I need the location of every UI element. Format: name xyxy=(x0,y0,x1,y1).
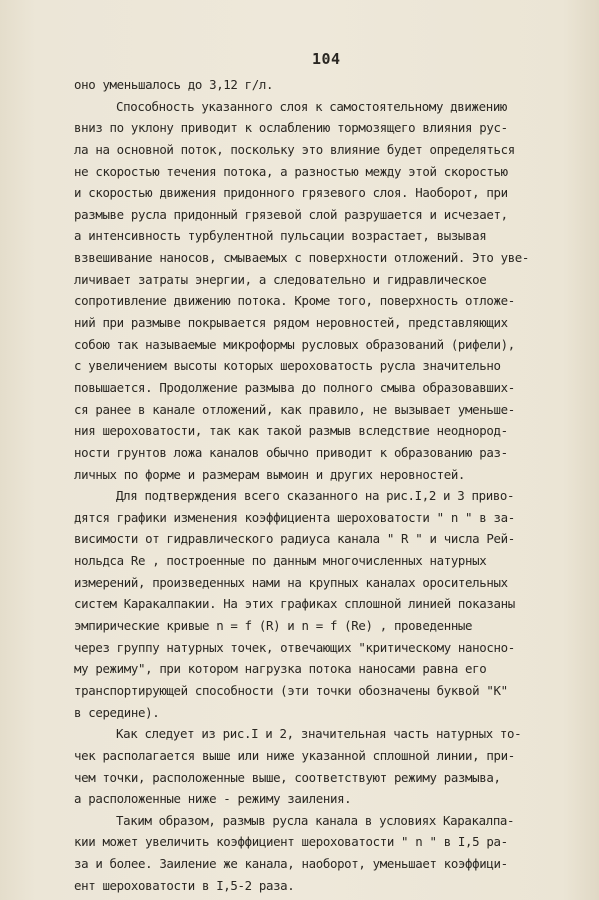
text-line: оно уменьшалось до 3,12 г/л. xyxy=(74,77,274,92)
text-line: Как следует из рис.I и 2, значительная часть натурных то- xyxy=(116,726,522,742)
text-line: не скоростью течения потока, а разностью между этой скоростью xyxy=(74,163,508,179)
text-line: транспортирующей способности (эти точки обозначены буквой "К" xyxy=(74,682,508,698)
text-line: Способность указанного слоя к самостоятельному движению xyxy=(116,98,508,114)
text-line: чем точки, расположенные выше, соответствуют режиму размыва, xyxy=(74,769,501,785)
text-line: висимости от гидравлического радиуса канала " R " и числа Рей- xyxy=(74,531,515,547)
text-line: измерений, произведенных нами на крупных каналах оросительных xyxy=(74,574,508,590)
text-line: собою так называемые микроформы русловых образований (рифели), xyxy=(74,336,515,352)
text-line: дятся графики изменения коэффициента шероховатости " n " в за- xyxy=(74,509,515,525)
text-line: ния шероховатости, так как такой размыв вследствие неоднород- xyxy=(74,423,508,439)
text-line: сопротивление движению потока. Кроме того, поверхность отложе- xyxy=(74,293,515,309)
text-line: а расположенные ниже - режиму заиления. xyxy=(74,791,352,807)
text-line: Таким образом, размыв русла канала в условиях Каракалпа- xyxy=(116,812,515,828)
text-line: систем Каракалпакии. На этих графиках сплошной линией показаны xyxy=(74,596,515,612)
text-line: через группу натурных точек, отвечающих "критическому наносно- xyxy=(74,639,515,655)
text-line: в середине). xyxy=(74,704,160,720)
text-line: кии может увеличить коэффициент шероховатости " n " в I,5 ра- xyxy=(74,834,508,850)
text-line: Для подтверждения всего сказанного на рис.I,2 и 3 приво- xyxy=(116,488,515,504)
text-line: ности грунтов ложа каналов обычно приводит к образованию раз- xyxy=(74,444,508,460)
text-line: размыве русла придонный грязевой слой разрушается и исчезает, xyxy=(74,206,508,222)
text-line: личивает затраты энергии, а следовательно и гидравлическое xyxy=(74,271,487,287)
text-line: чек располагается выше или ниже указанной сплошной линии, при- xyxy=(74,747,515,763)
text-line: за и более. Заиление же канала, наоборот, уменьшает коэффици- xyxy=(74,856,508,872)
body-text xyxy=(74,74,566,896)
text-line: вниз по уклону приводит к ослаблению тормозящего влияния рус- xyxy=(74,120,508,136)
text-line: ся ранее в канале отложений, как правило, не вызывает уменьше- xyxy=(74,401,515,417)
text-line: ла на основной поток, поскольку это влияние будет определяться xyxy=(74,141,515,157)
text-line: эмпирические кривые n = f (R) и n = f (Re) , проведенные xyxy=(74,618,473,634)
text-line: нольдса Re , построенные по данным многочисленных натурных xyxy=(74,553,487,569)
text-line: ент шероховатости в I,5-2 раза. xyxy=(74,877,295,893)
text-line: личных по форме и размерам вымоин и других неровностей. xyxy=(74,466,466,482)
text-line: му режиму", при котором нагрузка потока наносами равна его xyxy=(74,661,487,677)
page-number: 104 xyxy=(312,50,341,68)
text-line: повышается. Продолжение размыва до полного смыва образовавших- xyxy=(74,379,515,395)
text-line: взвешивание наносов, смываемых с поверхности отложений. Это уве- xyxy=(74,250,530,266)
text-line: ний при размыве покрывается рядом неровностей, представляющих xyxy=(74,315,508,331)
text-line: и скоростью движения придонного грязевого слоя. Наоборот, при xyxy=(74,185,508,201)
text-line: с увеличением высоты которых шероховатость русла значительно xyxy=(74,358,501,374)
text-line: а интенсивность турбулентной пульсации возрастает, вызывая xyxy=(74,228,487,244)
